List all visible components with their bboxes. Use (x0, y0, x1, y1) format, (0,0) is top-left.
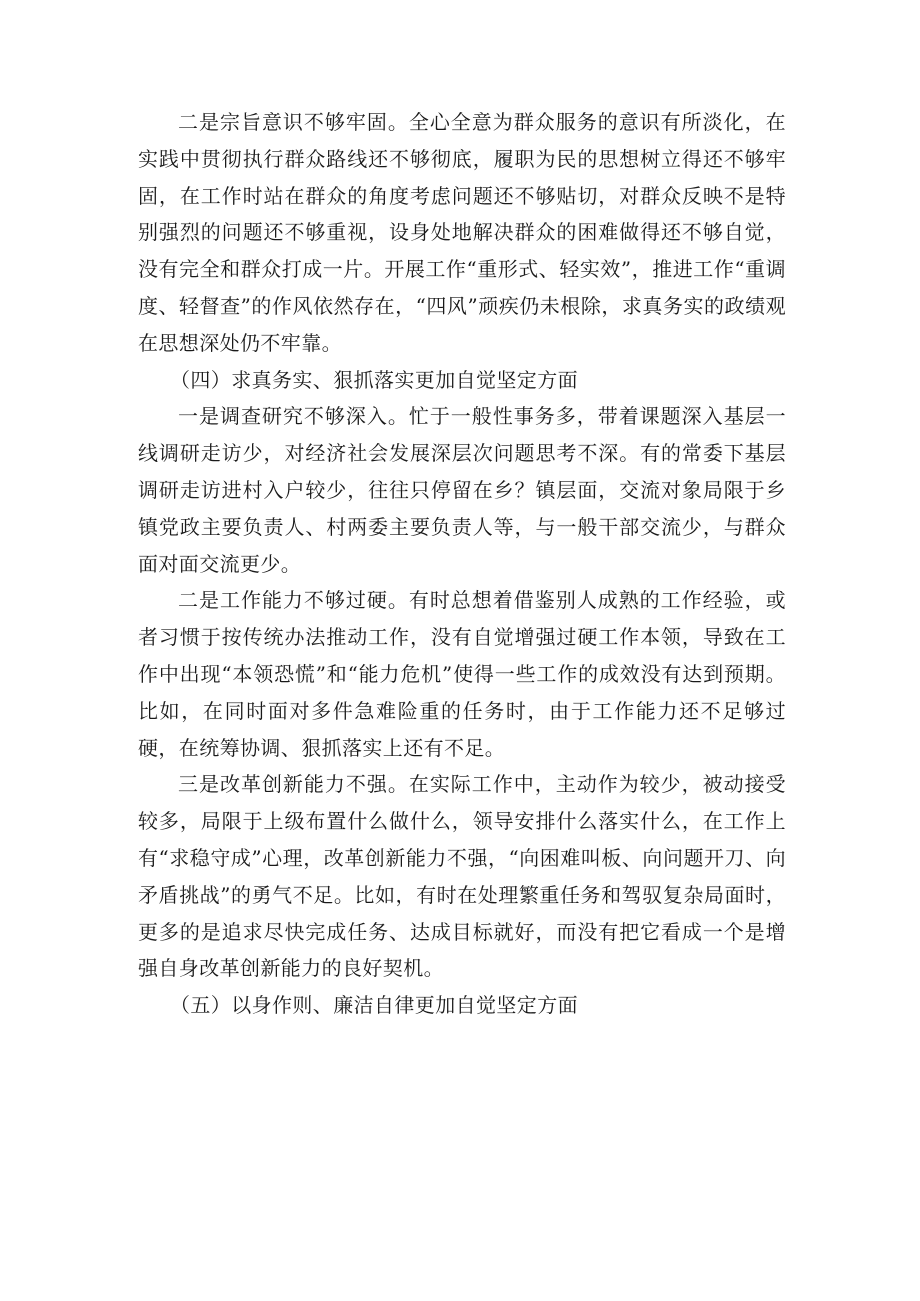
document-body (138, 104, 786, 1024)
paragraph-innovation: 三是改革创新能力不强。在实际工作中，主动作为较少，被动接受较多，局限于上级布置什么做什么，领导安排什么落实什么，在工作上有“求稳守成”心理，改革创新能力不强，“向困难叫板、向问题开刀、向矛盾挑战”的勇气不足。比如，有时在处理繁重任务和驾驭复杂局面时，更多的是追求尽快完成任务、达成目标就好，而没有把它看成一个是增强自身改革创新能力的良好契机。 (138, 772, 786, 981)
paragraph-work-ability: 二是工作能力不够过硬。有时总想着借鉴别人成熟的工作经验，或者习惯于按传统办法推动工作，没有自觉增强过硬工作本领，导致在工作中出现“本领恐慌”和“能力危机”使得一些工作的成效没有达到预期。比如，在同时面对多件急难险重的任务时，由于工作能力还不足够过硬，在统筹协调、狠抓落实上还有不足。 (138, 588, 786, 760)
paragraph-research: 一是调查研究不够深入。忙于一般性事务多，带着课题深入基层一线调研走访少，对经济社会发展深层次问题思考不深。有的常委下基层调研走访进村入户较少，往往只停留在乡？镇层面，交流对象局限于乡镇党政主要负责人、村两委主要负责人等，与一般干部交流少，与群众面对面交流更少。 (138, 404, 786, 576)
paragraph-purpose-awareness: 二是宗旨意识不够牢固。全心全意为群众服务的意识有所淡化，在实践中贯彻执行群众路线还不够彻底，履职为民的思想树立得还不够牢固，在工作时站在群众的角度考虑问题还不够贴切，对群众反映不是特别强烈的问题还不够重视，设身处地解决群众的困难做得还不够自觉，没有完全和群众打成一片。开展工作“重形式、轻实效”，推进工作“重调度、轻督查”的作风依然存在，“四风”顽疾仍未根除，求真务实的政绩观在思想深处仍不牢靠。 (138, 110, 786, 355)
section-heading-four: （四）求真务实、狠抓落实更加自觉坚定方面 (170, 367, 578, 392)
section-heading-five: （五）以身作则、廉洁自律更加自觉坚定方面 (170, 993, 578, 1018)
